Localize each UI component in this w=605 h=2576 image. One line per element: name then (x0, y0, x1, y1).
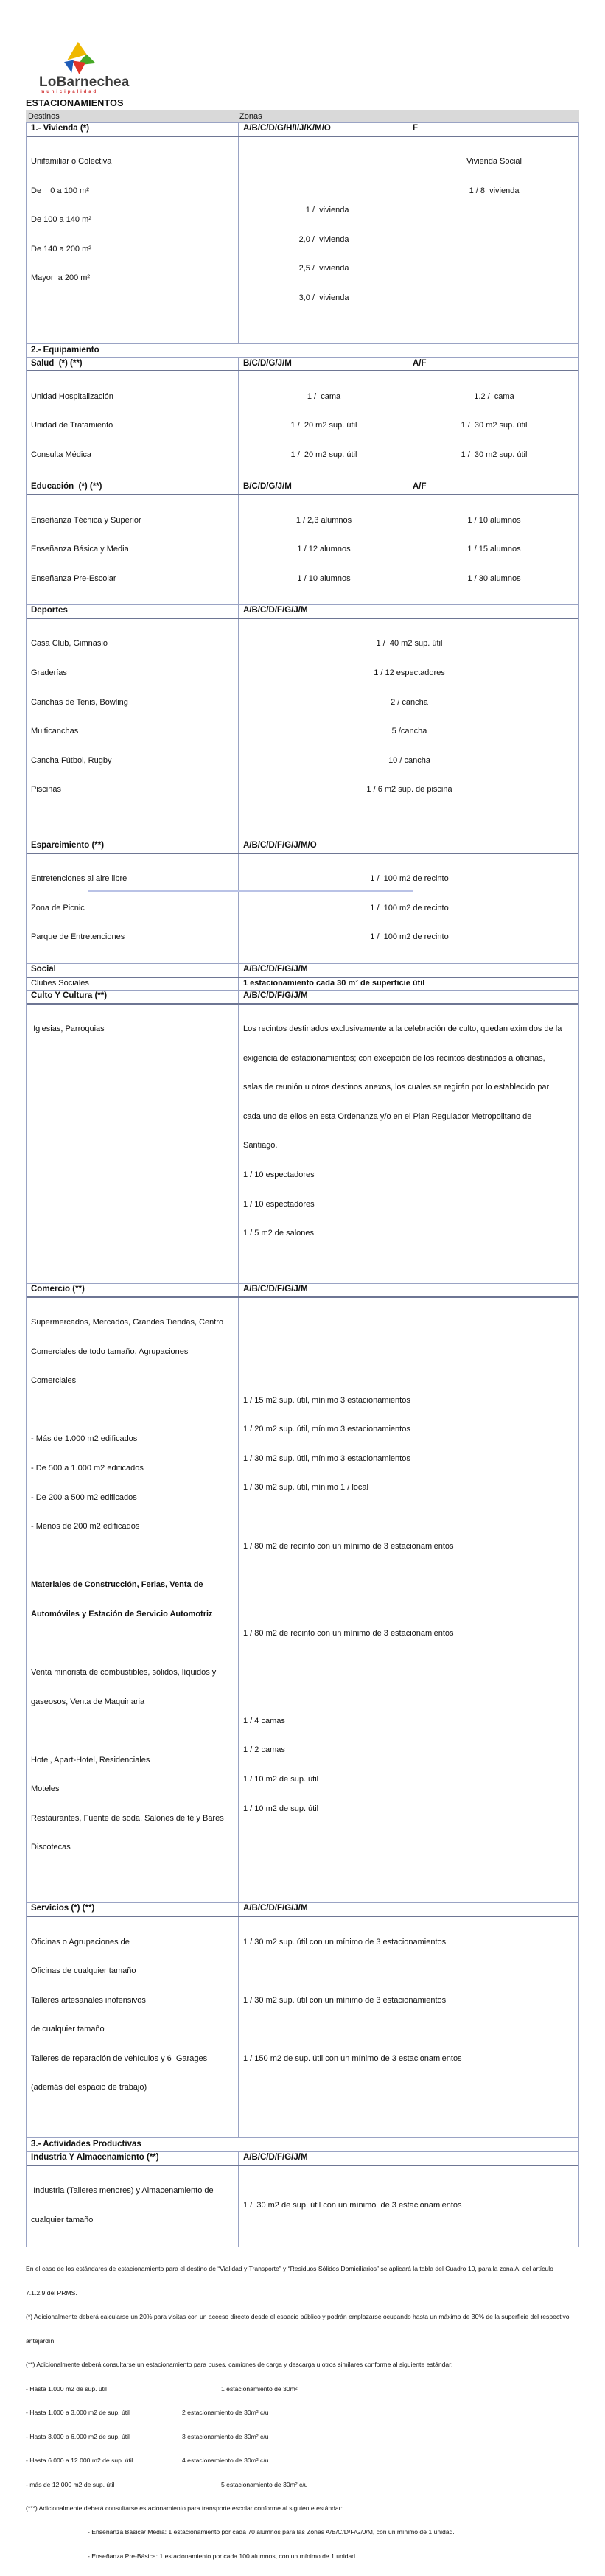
culto-destino: Iglesias, Parroquias (27, 1005, 238, 1283)
salud-destinos: Unidad Hospitalización Unidad de Tratamiento Consulta Médica (27, 371, 238, 481)
footnote-star3: (***) Adicionalmente deberá consultarse estacionamiento para transporte escolar conforme al siguiente estándar: (26, 2505, 579, 2513)
esparcimiento-values: 1 / 100 m2 de recinto 1 / 100 m2 de recinto 1 / 100 m2 de recinto (238, 854, 578, 963)
industria-value: 1 / 30 m2 de sup. útil con un mínimo de 3 estacionamientos (238, 2166, 578, 2247)
educacion-values-1: 1 / 2,3 alumnos 1 / 12 alumnos 1 / 10 alumnos (238, 495, 408, 604)
column-header-band (26, 110, 579, 122)
row-comercio-header: Comercio (**) A/B/C/D/F/G/J/M (27, 1284, 578, 1298)
row-industria-body (27, 2166, 578, 2247)
footnotes: En el caso de los estándares de estacionamiento para el destino de “Vialidad y Transporte” y “Residuos Sólidos Domiciliarios” se aplicará la tabla del Cuadro 10, para la zona A, del artículo 7.1.2.9 del PRMS. (*) Adicionalmente deberá calcularse un 20% para visitas con un acceso directo desde el espacio público y podrán emplazarse ocupando hasta un máximo de 30% de la superficie del respectivo antejardín. (**) Adicionalmente deberá consultarse un estacionamiento para buses, camiones de carga y descarga u otros similares conforme al siguiente estándar: - Hasta 1.000 m2 de sup. útil 1 estacionamiento de 30m² - Hasta 1.000 a 3.000 m2 de sup. útil 2 estacionamiento de 30m² c/u - Hasta 3.000 a 6.000 m2 de sup. útil 3 estacionamiento de 30m² c/u - Hasta 6.000 a 12.000 m2 de sup. útil 4 estacionamiento de 30m² c/u - más de 12.000 m2 de sup. útil 5 estacionamiento de 30m² c/u (***) Adicionalmente deberá consultarse estacionamiento para transporte escolar conforme al siguiente estándar: - Enseñanza Básica/ Media: 1 estacionamiento por cada 70 alumnos para las Zonas A/B/C/D/F/G/J/M, con un mínimo de 1 unidad. - Enseñanza Pre-Básica: 1 estacionamiento por cada 100 alumnos, con un mínimo de 1 unidad (26, 2249, 579, 2576)
standard-row: - más de 12.000 m2 de sup. útil 5 estacionamiento de 30m² c/u (26, 2481, 579, 2489)
footnote-star1: (*) Adicionalmente deberá calcularse un 20% para visitas con un acceso directo desde el espacio público y podrán emplazarse ocupando hasta un máximo de 30% de la superficie del respectivo (26, 2313, 579, 2321)
row-educacion-body (27, 495, 578, 605)
standard-row: - Hasta 6.000 a 12.000 m2 de sup. útil 4 estacionamiento de 30m² c/u (26, 2457, 579, 2465)
row-servicios-header: Servicios (*) (**) A/B/C/D/F/G/J/M (27, 1903, 578, 1917)
vivienda-zones-1: A/B/C/D/G/H/I/J/K/M/O (238, 123, 408, 136)
servicios-destinos: Oficinas o Agrupaciones de Oficinas de cualquier tamaño Talleres artesanales inofensivos de cualquier tamaño Talleres de reparación de vehículos y 6 Garages (además del espacio de trabajo) (27, 1917, 238, 2137)
industria-destino: Industria (Talleres menores) y Almacenamiento de cualquier tamaño (27, 2166, 238, 2247)
row-comercio-body (27, 1298, 578, 1904)
social-destino: Clubes Sociales (27, 978, 238, 990)
col-header-destinos: Destinos (26, 112, 237, 121)
row-vivienda-header (27, 123, 578, 137)
row-productivas-group: 3.- Actividades Productivas (27, 2138, 578, 2152)
educacion-destinos: Enseñanza Técnica y Superior Enseñanza Básica y Media Enseñanza Pre-Escolar (27, 495, 238, 604)
standard-row: - Hasta 3.000 a 6.000 m2 de sup. útil 3 estacionamiento de 30m² c/u (26, 2433, 579, 2441)
vivienda-title: 1.- Vivienda (*) (27, 123, 238, 136)
vivienda-social-values: Vivienda Social 1 / 8 vivienda (408, 137, 578, 343)
logo-subtitle: municipalidad (41, 90, 157, 94)
deportes-destinos: Casa Club, Gimnasio Graderías Canchas de Tenis, Bowling Multicanchas Cancha Fútbol, Rugby Piscinas (27, 619, 238, 840)
vivienda-destinos: Unifamiliar o Colectiva De 0 a 100 m² De 100 a 140 m² De 140 a 200 m² Mayor a 200 m² (27, 137, 238, 343)
row-equipamiento-group: 2.- Equipamiento (27, 344, 578, 358)
vivienda-values: 1 / vivienda 2,0 / vivienda 2,5 / vivienda 3,0 / vivienda (238, 137, 408, 343)
pinwheel-logo-icon (58, 41, 97, 75)
standard-row: - Hasta 1.000 m2 de sup. útil 1 estacionamiento de 30m² (26, 2385, 579, 2393)
comercio-values: 1 / 15 m2 sup. útil, mínimo 3 estacionamientos 1 / 20 m2 sup. útil, mínimo 3 estacionamientos 1 / 30 m2 sup. útil, mínimo 3 estacionamientos 1 / 30 m2 sup. útil, mínimo 1 / local 1 / 80 m2 de recinto con un mínimo de 3 estacionamientos 1 / 80 m2 de recinto con un mínimo de 3 estacionamientos 1 / 4 camas 1 / 2 camas 1 / 10 m2 de sup. útil 1 / 10 m2 de sup. útil (238, 1298, 578, 1903)
logo-name: LoBarnechea (39, 75, 157, 89)
row-salud-header: Salud (*) (**) B/C/D/G/J/M A/F (27, 358, 578, 372)
esparcimiento-destinos: Entretenciones al aire libre Zona de Picnic Parque de Entretenciones (27, 854, 238, 963)
salud-values-2: 1.2 / cama 1 / 30 m2 sup. útil 1 / 30 m2 sup. útil (408, 371, 578, 481)
social-value: 1 estacionamiento cada 30 m² de superficie útil (238, 978, 578, 990)
row-educacion-header: Educación (*) (**) B/C/D/G/J/M A/F (27, 481, 578, 495)
row-culto-header: Culto Y Cultura (**) A/B/C/D/F/G/J/M (27, 991, 578, 1005)
bottom-rule (88, 890, 413, 892)
row-servicios-body (27, 1917, 578, 2138)
page-title: ESTACIONAMIENTOS (26, 98, 579, 108)
row-social-body (27, 978, 578, 991)
vivienda-zones-2: F (408, 123, 578, 136)
school-standard-1: - Enseñanza Básica/ Media: 1 estacionamiento por cada 70 alumnos para las Zonas A/B/C/D/F/G/J/M, con un mínimo de 1 unidad. (26, 2528, 579, 2536)
row-deportes-body (27, 619, 578, 840)
col-header-zonas: Zonas (237, 112, 579, 121)
culto-text: Los recintos destinados exclusivamente a la celebración de culto, quedan eximidos de la exigencia de estacionamientos; con excepción de los recintos destinados a oficinas, salas de reunión u otros destinos anexos, los cuales se regirán por lo establecido par cada uno de ellos en esta Ordenanza y/o en el Plan Regulador Metropolitano de Santiago. 1 / 10 espectadores 1 / 10 espectadores 1 / 5 m2 de salones (238, 1005, 578, 1283)
educacion-values-2: 1 / 10 alumnos 1 / 15 alumnos 1 / 30 alumnos (408, 495, 578, 604)
salud-values-1: 1 / cama 1 / 20 m2 sup. útil 1 / 20 m2 sup. útil (238, 371, 408, 481)
row-industria-header: Industria Y Almacenamiento (**) A/B/C/D/F/G/J/M (27, 2152, 578, 2166)
municipality-logo (39, 41, 157, 94)
comercio-destinos: Supermercados, Mercados, Grandes Tiendas, Centro Comerciales de todo tamaño, Agrupaciones Comerciales - Más de 1.000 m2 edificados - De 500 a 1.000 m2 edificados - De 200 a 500 m2 edificados - Menos de 200 m2 edificados Materiales de Construcción, Ferias, Venta de Automóviles y Estación de Servicio Automotriz Venta minorista de combustibles, sólidos, líquidos y gaseosos, Venta de Maquinaria Hotel, Apart-Hotel, Residenciales Moteles Restaurantes, Fuente de soda, Salones de té y Bares Discotecas (27, 1298, 238, 1903)
row-deportes-header: Deportes A/B/C/D/F/G/J/M (27, 605, 578, 619)
row-esparcimiento-body (27, 854, 578, 964)
row-salud-body (27, 371, 578, 481)
servicios-values: 1 / 30 m2 sup. útil con un mínimo de 3 estacionamientos 1 / 30 m2 sup. útil con un mínimo de 3 estacionamientos 1 / 150 m2 de sup. útil con un mínimo de 3 estacionamientos (238, 1917, 578, 2137)
footnote-intro: En el caso de los estándares de estacionamiento para el destino de “Vialidad y Transporte” y “Residuos Sólidos Domiciliarios” se aplicará la tabla del Cuadro 10, para la zona A, del artículo (26, 2265, 579, 2273)
row-esparcimiento-header: Esparcimiento (**) A/B/C/D/F/G/J/M/O (27, 840, 578, 854)
row-social-header: Social A/B/C/D/F/G/J/M (27, 964, 578, 978)
document-page (0, 41, 605, 926)
row-culto-body (27, 1005, 578, 1284)
deportes-values: 1 / 40 m2 sup. útil 1 / 12 espectadores 2 / cancha 5 /cancha 10 / cancha 1 / 6 m2 sup. de piscina (238, 619, 578, 840)
footnote-star2: (**) Adicionalmente deberá consultarse un estacionamiento para buses, camiones de carga y descarga u otros similares conforme al siguiente estándar: (26, 2361, 579, 2369)
school-standard-2: - Enseñanza Pre-Básica: 1 estacionamiento por cada 100 alumnos, con un mínimo de 1 unidad (26, 2552, 579, 2561)
standard-row: - Hasta 1.000 a 3.000 m2 de sup. útil 2 estacionamiento de 30m² c/u (26, 2409, 579, 2417)
row-vivienda-body (27, 137, 578, 344)
parking-standards-table (26, 122, 579, 2247)
